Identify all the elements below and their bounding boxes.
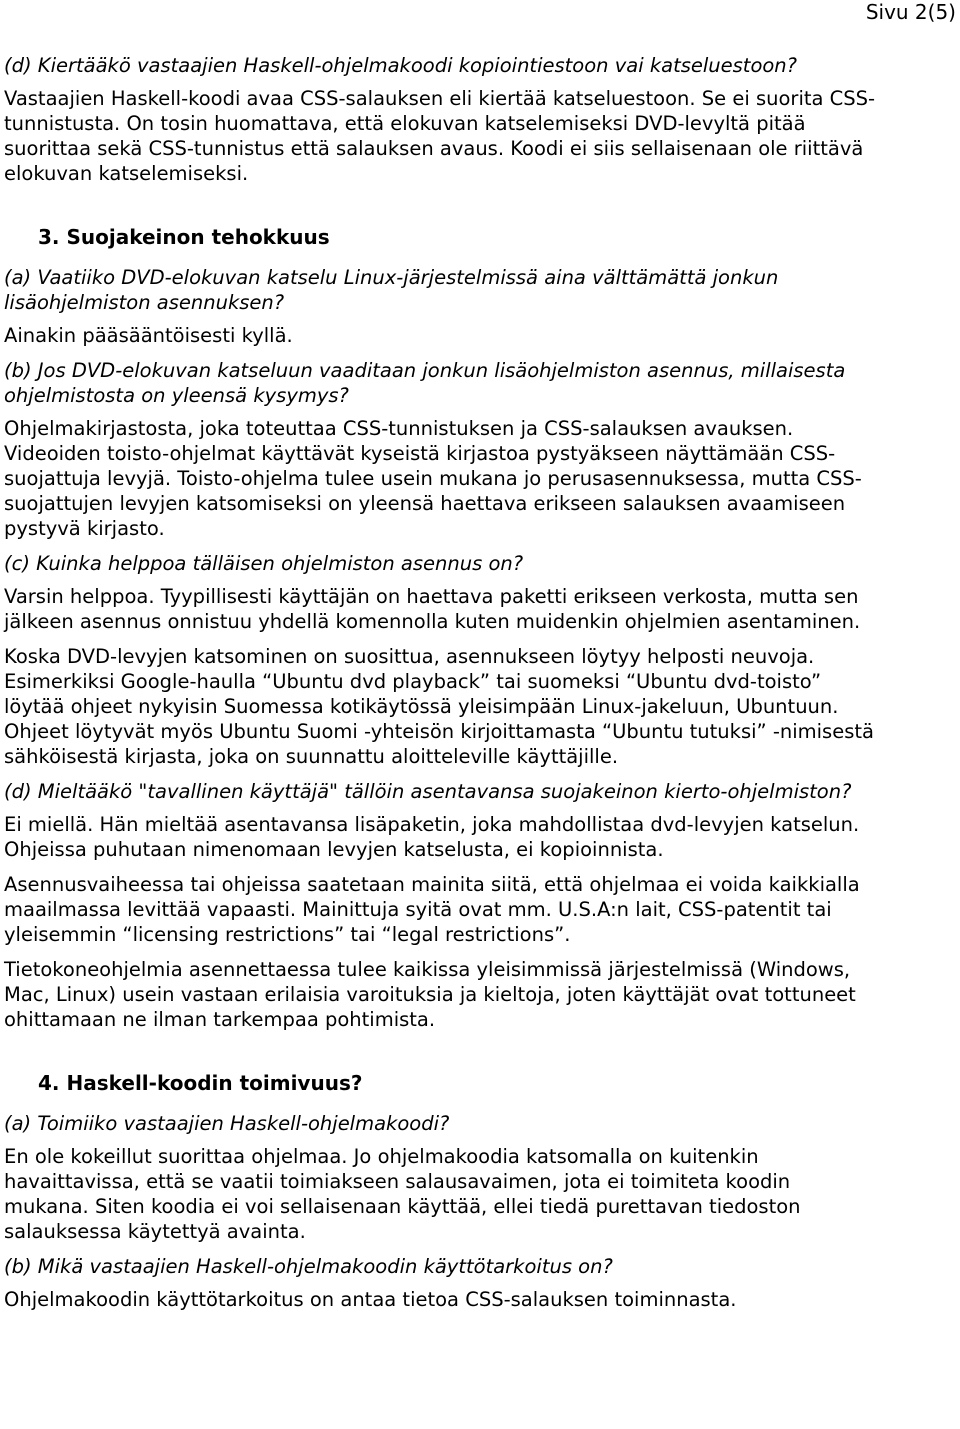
answer-3d-paragraph-3: Tietokoneohjelmia asennettaessa tulee kaikissa yleisimmissä järjestelmissä (Windows, Mac, Linux) usein vastaan erilaisia varoituksia ja kieltoja, joten käyttäjät ovat tottuneet ohittamaan ne ilman tarkempaa pohtimista. <box>4 958 856 1031</box>
answer-3d-paragraph-1: Ei miellä. Hän mieltää asentavansa lisäpaketin, joka mahdollistaa dvd-levyjen katselun. Ohjeissa puhutaan nimenomaan levyjen katselusta, ei kopioinnista. <box>4 813 860 861</box>
section-4-heading: 4. Haskell-koodin toimivuus? <box>38 1071 363 1095</box>
answer-3a: Ainakin pääsääntöisesti kyllä. <box>4 324 293 347</box>
answer-3c-paragraph-1: Varsin helppoa. Tyypillisesti käyttäjän on haettava paketti erikseen verkosta, mutta sen jälkeen asennus onnistuu yhdellä komennolla kuten muidenkin ohjelmien asentaminen. <box>4 585 861 633</box>
question-3a: (a) Vaatiiko DVD-elokuvan katselu Linux-järjestelmissä aina välttämättä jonkun lisäohjelmiston asennuksen? <box>4 266 779 314</box>
answer-3d-paragraph-2: Asennusvaiheessa tai ohjeissa saatetaan mainita siitä, että ohjelmaa ei voida kaikkialla maailmassa levittää vapaasti. Mainittuja syitä ovat mm. U.S.A:n lait, CSS-patentit tai yleisemmin “licensing restrictions” tai “legal restrictions”. <box>4 873 860 946</box>
answer-3b: Ohjelmakirjastosta, joka toteuttaa CSS-tunnistuksen ja CSS-salauksen avauksen. Videoiden toisto-ohjelmat käyttävät kyseistä kirjastoa pystyäkseen näyttämään CSS- suojattuja levyjä. Toisto-ohjelma tulee usein mukana jo perusasennuksessa, mutta CSS- suojattujen levyjen katsomiseksi on yleensä haettava erikseen salauksen avaamiseen pystyvä kirjasto. <box>4 417 862 540</box>
section-3-heading: 3. Suojakeinon tehokkuus <box>38 225 330 249</box>
answer-4b: Ohjelmakoodin käyttötarkoitus on antaa tietoa CSS-salauksen toiminnasta. <box>4 1288 737 1311</box>
question-4b: (b) Mikä vastaajien Haskell-ohjelmakoodin käyttötarkoitus on? <box>4 1255 613 1278</box>
question-3d: (d) Mieltääkö "tavallinen käyttäjä" tällöin asentavansa suojakeinon kierto-ohjelmiston? <box>4 780 852 803</box>
document-body <box>4 53 954 1312</box>
page-number: Sivu 2(5) <box>865 0 956 24</box>
question-2d: (d) Kiertääkö vastaajien Haskell-ohjelmakoodi kopiointiestoon vai katseluestoon? <box>4 54 798 77</box>
question-3c: (c) Kuinka helppoa tälläisen ohjelmiston asennus on? <box>4 552 524 575</box>
answer-2d: Vastaajien Haskell-koodi avaa CSS-salauksen eli kiertää katseluestoon. Se ei suorita CSS- tunnistusta. On tosin huomattava, että elokuvan katselemiseksi DVD-levyltä pitää suorittaa sekä CSS-tunnistus että salauksen avaus. Koodi ei siis sellaisenaan ole riittävä elokuvan katselemiseksi. <box>4 87 876 185</box>
question-3b: (b) Jos DVD-elokuvan katseluun vaaditaan jonkun lisäohjelmiston asennus, millaisesta ohjelmistosta on yleensä kysymys? <box>4 359 846 407</box>
question-4a: (a) Toimiiko vastaajien Haskell-ohjelmakoodi? <box>4 1112 450 1135</box>
answer-4a: En ole kokeillut suorittaa ohjelmaa. Jo ohjelmakoodia katsomalla on kuitenkin havaittavissa, että se vaatii toimiakseen salausavaimen, jota ei toimiteta koodin mukana. Siten koodia ei voi sellaisenaan käyttää, ellei tiedä purettavan tiedoston salauksessa käytettyä avainta. <box>4 1145 801 1243</box>
answer-3c-paragraph-2: Koska DVD-levyjen katsominen on suosittua, asennukseen löytyy helposti neuvoja. Esimerkiksi Google-haulla “Ubuntu dvd playback” tai suomeksi “Ubuntu dvd-toisto” löytää ohjeet nykyisin Suomessa kotikäytössä yleisimpään Linux-jakeluun, Ubuntuun. Ohjeet löytyvät myös Ubuntu Suomi -yhteisön kirjoittamasta “Ubuntu tutuksi” -nimisestä sähköisestä kirjasta, joka on suunnattu aloitteleville käyttäjille. <box>4 645 874 768</box>
